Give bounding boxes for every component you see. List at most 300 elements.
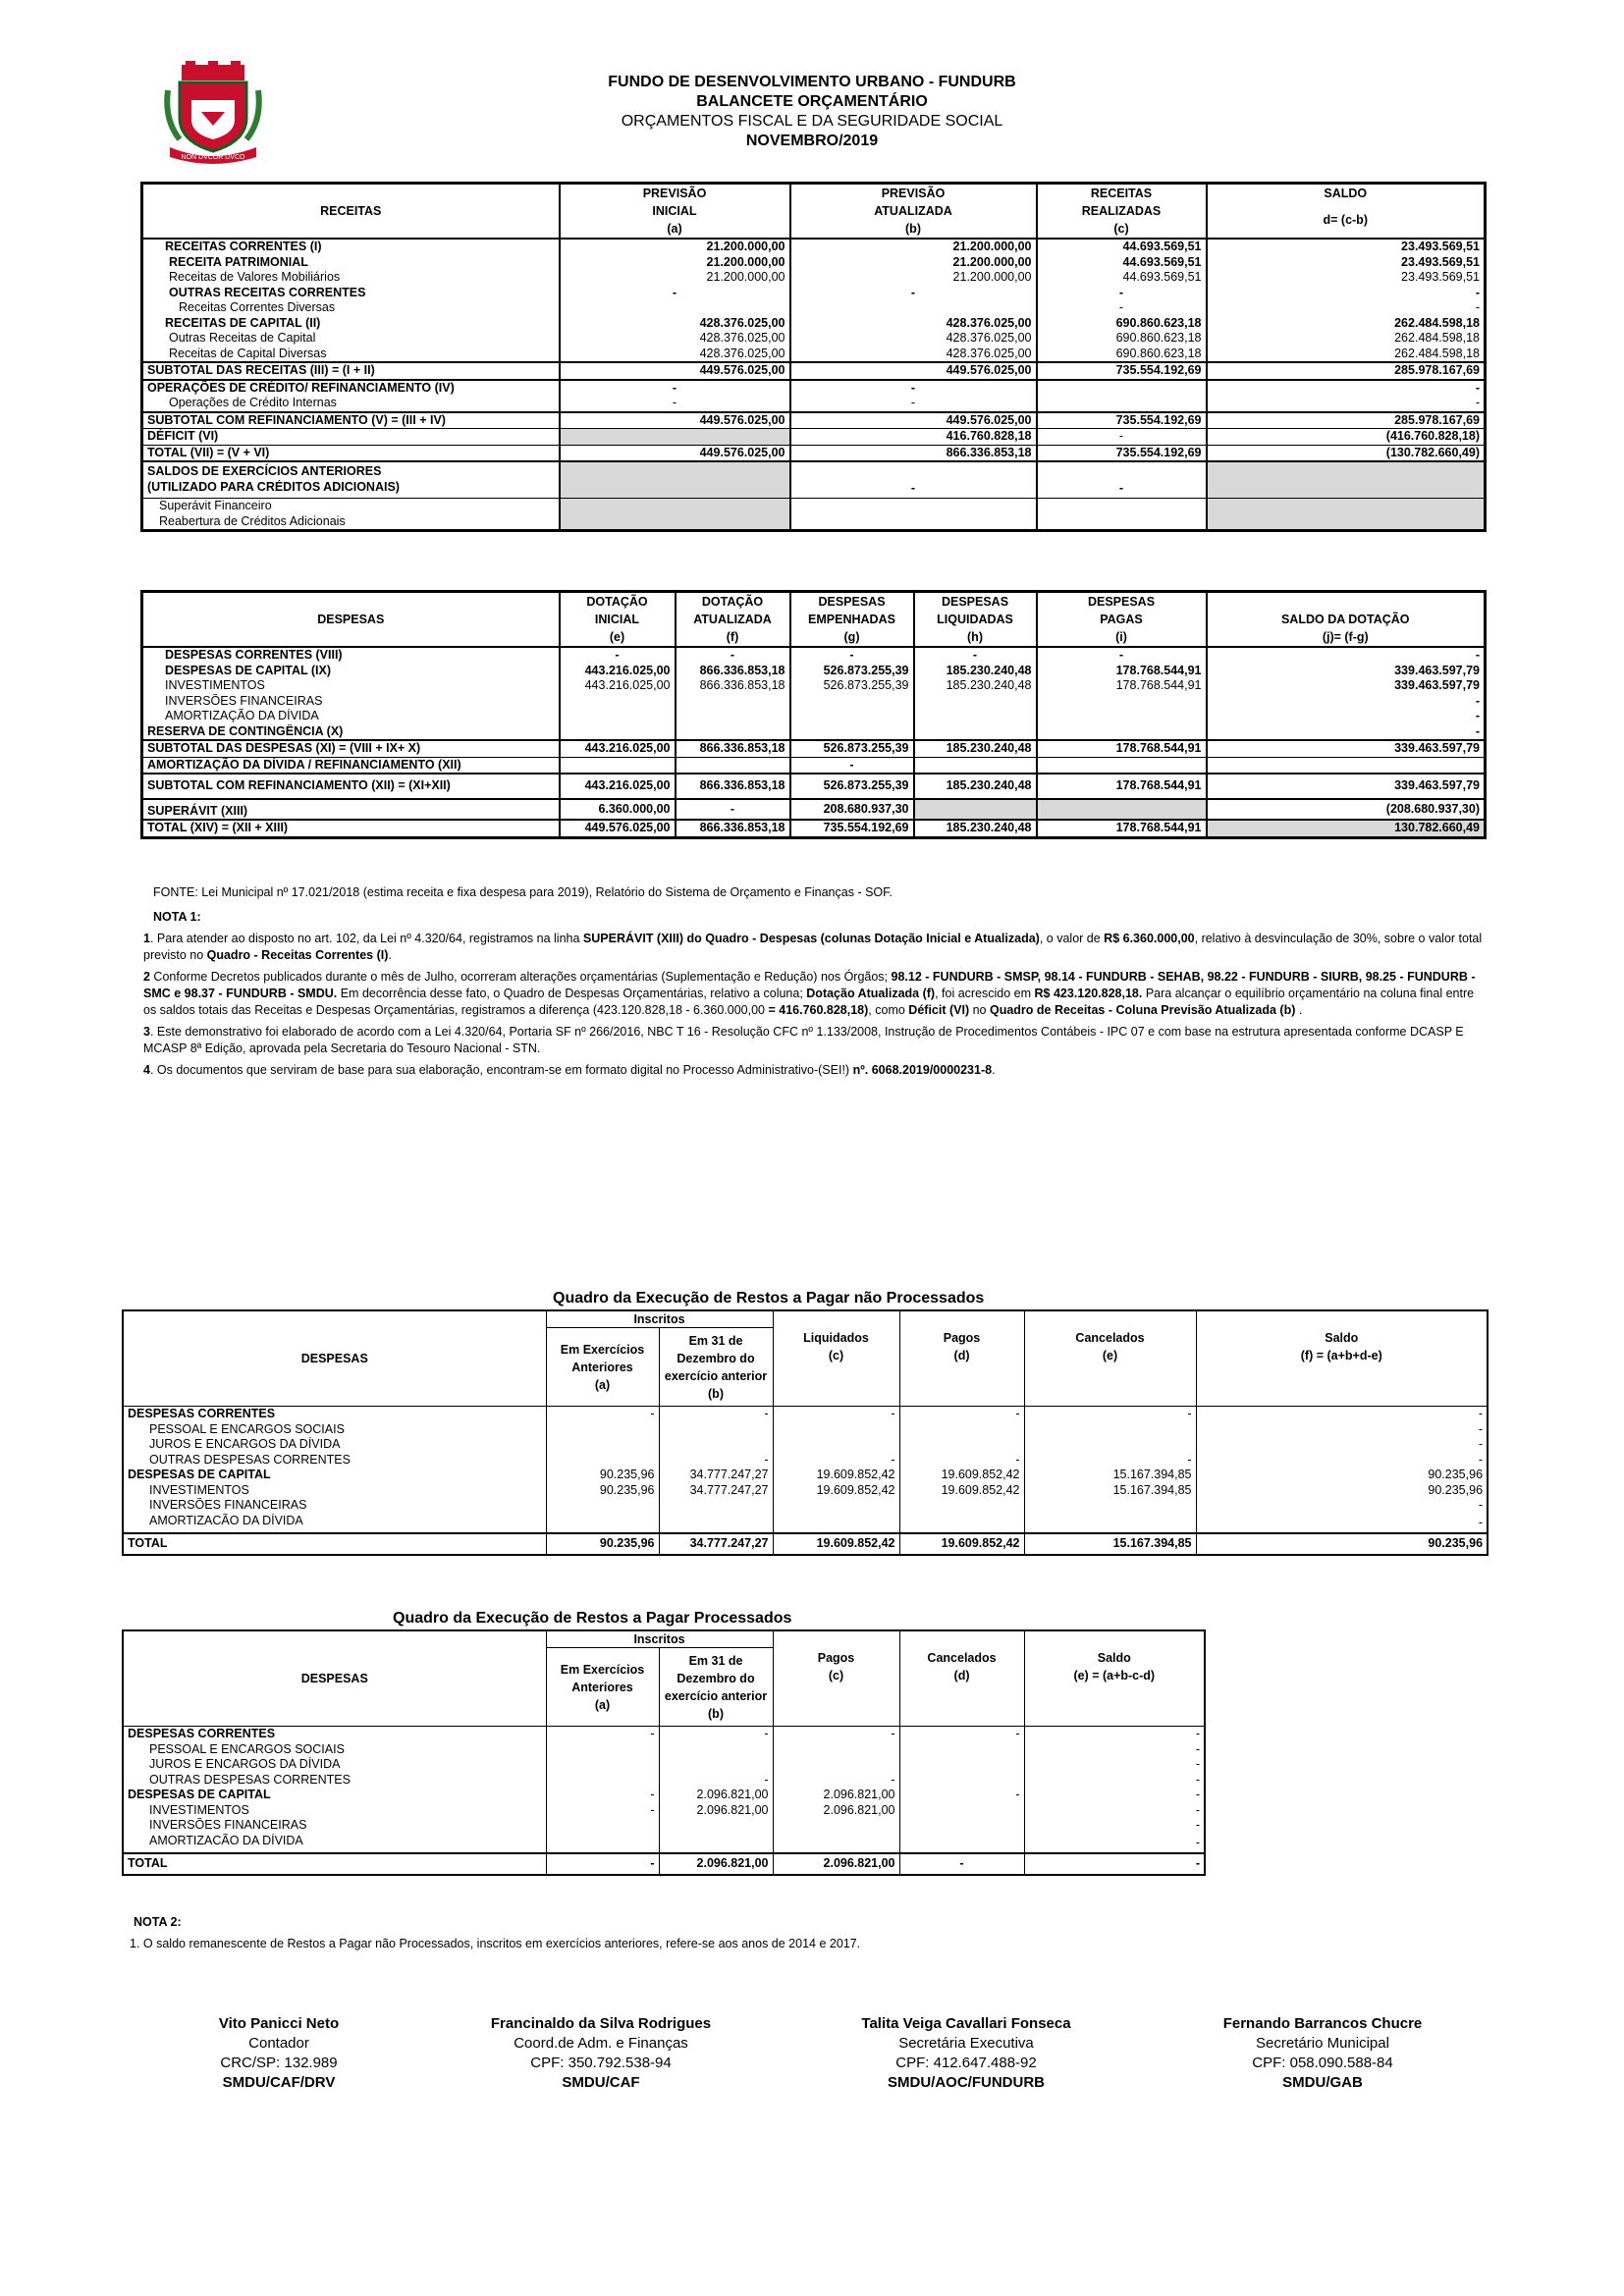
nota-2-title: NOTA 2: — [134, 1915, 182, 1929]
cell-a: 428.376.025,00 — [560, 331, 790, 347]
cell-b: 416.760.828,18 — [790, 429, 1037, 446]
row-label: INVESTIMENTOS — [149, 1482, 249, 1497]
report-subtitle: BALANCETE ORÇAMENTÁRIO — [696, 93, 928, 110]
cell-b: - — [659, 1407, 773, 1422]
col-despesas-liquidadas: DESPESAS — [914, 592, 1037, 612]
cell-e: 443.216.025,00 — [560, 664, 676, 679]
signature-doc: CPF: 350.792.538-94 — [530, 2055, 672, 2071]
cell-e: 443.216.025,00 — [560, 740, 676, 757]
table-row — [142, 270, 1486, 286]
signature-name: Vito Panicci Neto — [218, 2015, 340, 2032]
row-label: INVESTIMENTOS — [165, 678, 265, 692]
cell-d: 19.609.852,42 — [899, 1468, 1024, 1483]
cell-i — [1037, 694, 1207, 710]
table-row — [142, 445, 1486, 461]
cell-h — [914, 799, 1037, 821]
cell-c: - — [773, 1727, 899, 1742]
cell-c: - — [773, 1407, 899, 1422]
table-row — [123, 1773, 1205, 1789]
signature-unit: SMDU/GAB — [1282, 2074, 1363, 2091]
row-label: Operações de Crédito Internas — [169, 396, 337, 409]
table-row — [123, 1803, 1205, 1819]
cell-b: 2.096.821,00 — [659, 1788, 773, 1803]
cell-a — [560, 499, 790, 531]
table-row — [142, 239, 1486, 255]
cell-b — [659, 1437, 773, 1453]
col-liquidados: Liquidados (c) — [773, 1310, 899, 1407]
cell-d — [1207, 461, 1486, 499]
cell-d: 23.493.569,51 — [1207, 255, 1486, 271]
cell-d — [899, 1514, 1024, 1534]
col-sub: EMPENHADAS — [790, 611, 914, 628]
table-row — [123, 1727, 1205, 1742]
col-saldo: SALDO — [1207, 184, 1486, 203]
signature-block — [819, 2014, 1113, 2093]
cell-f: 866.336.853,18 — [676, 820, 790, 837]
cell-g: 735.554.192,69 — [790, 820, 914, 837]
cell-h — [914, 694, 1037, 710]
cell-i: 178.768.544,91 — [1037, 664, 1207, 679]
cell-i — [1037, 799, 1207, 821]
cell-e — [560, 694, 676, 710]
cell-b: 34.777.247,27 — [659, 1533, 773, 1555]
cell-g: - — [790, 647, 914, 664]
col-exercicios-anteriores: Em Exercícios Anteriores (a) — [546, 1328, 659, 1407]
cell-d: - — [1207, 300, 1486, 316]
table-row — [123, 1853, 1205, 1875]
col-sub: ATUALIZADA — [676, 611, 790, 628]
cell-d: - — [899, 1727, 1024, 1742]
col-saldo: Saldo (e) = (a+b-c-d) — [1024, 1630, 1205, 1727]
cell-a: 428.376.025,00 — [560, 347, 790, 363]
col-previsao-inicial-sub: INICIAL — [560, 202, 790, 220]
table-row — [123, 1483, 1488, 1499]
col-cancelados: Cancelados (d) — [899, 1630, 1024, 1727]
cell-d: 285.978.167,69 — [1207, 362, 1486, 380]
cell-e: - — [1024, 1757, 1205, 1773]
cell-d: (130.782.660,49) — [1207, 445, 1486, 461]
cell-d: - — [1207, 380, 1486, 397]
cell-d — [899, 1773, 1024, 1789]
signature-role: Secretária Executiva — [898, 2035, 1034, 2052]
cell-e: - — [1024, 1453, 1196, 1468]
col-letter: (g) — [790, 628, 914, 647]
rpnp-table — [122, 1309, 1489, 1556]
cell-b: 34.777.247,27 — [659, 1468, 773, 1483]
cell-c — [773, 1742, 899, 1758]
cell-e — [1024, 1498, 1196, 1514]
row-label: INVESTIMENTOS — [149, 1802, 249, 1817]
cell-f: 90.235,96 — [1196, 1468, 1488, 1483]
table-row — [142, 255, 1486, 271]
cell-b — [659, 1834, 773, 1854]
row-label: (UTILIZADO PARA CRÉDITOS ADICIONAIS) — [147, 479, 400, 494]
col-despesas: DESPESAS — [300, 1672, 368, 1685]
row-label: PESSOAL E ENCARGOS SOCIAIS — [149, 1421, 345, 1436]
cell-f: - — [676, 647, 790, 664]
cell-f: 866.336.853,18 — [676, 664, 790, 679]
table-row — [123, 1742, 1205, 1758]
cell-c — [1037, 499, 1207, 531]
row-label: AMORTIZACÃO DA DÍVIDA — [149, 1833, 303, 1847]
cell-e: 15.167.394,85 — [1024, 1483, 1196, 1499]
row-label: OPERAÇÕES DE CRÉDITO/ REFINANCIAMENTO (IV) — [142, 380, 560, 397]
cell-e: 443.216.025,00 — [560, 678, 676, 694]
table-row — [142, 724, 1486, 741]
cell-h: - — [914, 647, 1037, 664]
cell-d: - — [1207, 396, 1486, 412]
cell-c: 44.693.569,51 — [1037, 255, 1207, 271]
cell-c — [1037, 461, 1207, 480]
table-row — [142, 461, 1486, 480]
cell-b — [659, 1422, 773, 1438]
nota-1-paragraph-4: 4. Os documentos que serviram de base para sua elaboração, encontram-se em formato digital no Processo Administrativo-(SEI!) nº. 6068.2019/0000231-8. — [143, 1063, 996, 1077]
cell-b: - — [790, 480, 1037, 499]
cell-i: 178.768.544,91 — [1037, 774, 1207, 799]
source-note: FONTE: Lei Municipal nº 17.021/2018 (estima receita e fixa despesa para 2019), Relatório do Sistema de Orçamento e Finanças - SOF. — [153, 885, 893, 899]
cell-c: 19.609.852,42 — [773, 1468, 899, 1483]
cell-c: 44.693.569,51 — [1037, 239, 1207, 255]
cell-f: - — [1196, 1514, 1488, 1534]
cell-f: - — [1196, 1407, 1488, 1422]
signature-doc: CPF: 412.647.488-92 — [895, 2055, 1037, 2071]
row-label: TOTAL — [123, 1853, 546, 1875]
cell-d: - — [899, 1853, 1024, 1875]
row-label: Superávit Financeiro — [142, 499, 560, 514]
row-label: DESPESAS DE CAPITAL — [128, 1468, 271, 1481]
row-label: AMORTIZAÇÃO DA DÍVIDA / REFINANCIAMENTO (XII) — [142, 757, 560, 774]
row-label: SALDOS DE EXERCÍCIOS ANTERIORES — [142, 461, 560, 480]
table-row — [142, 664, 1486, 679]
cell-j: 339.463.597,79 — [1207, 774, 1486, 799]
col-saldo: Saldo (f) = (a+b+d-e) — [1196, 1310, 1488, 1407]
cell-c: 690.860.623,18 — [1037, 347, 1207, 363]
cell-d: 285.978.167,69 — [1207, 412, 1486, 429]
nota-1-title: NOTA 1: — [153, 910, 201, 924]
signature-block — [454, 2014, 748, 2093]
col-letter: (f) — [676, 628, 790, 647]
table-row — [142, 331, 1486, 347]
cell-d — [1207, 499, 1486, 531]
cell-f: 90.235,96 — [1196, 1483, 1488, 1499]
row-label: DESPESAS CORRENTES — [123, 1407, 546, 1422]
cell-g: - — [790, 757, 914, 774]
cell-b: 428.376.025,00 — [790, 347, 1037, 363]
report-title: FUNDO DE DESENVOLVIMENTO URBANO - FUNDURB — [608, 74, 1016, 90]
cell-h: 185.230.240,48 — [914, 678, 1037, 694]
row-label: RECEITAS DE CAPITAL (II) — [165, 315, 321, 330]
cell-c: 735.554.192,69 — [1037, 412, 1207, 429]
rpp-table — [122, 1629, 1206, 1876]
cell-e: - — [1024, 1803, 1205, 1819]
row-label: SUBTOTAL DAS RECEITAS (III) = (I + II) — [142, 362, 560, 380]
row-label: SUBTOTAL DAS DESPESAS (XI) = (VIII + IX+ X) — [142, 740, 560, 757]
cell-a: - — [546, 1788, 659, 1803]
cell-b — [659, 1498, 773, 1514]
row-label: OUTRAS DESPESAS CORRENTES — [149, 1772, 351, 1787]
cell-e: - — [1024, 1773, 1205, 1789]
cell-c: 19.609.852,42 — [773, 1483, 899, 1499]
cell-e — [560, 724, 676, 741]
table-row — [123, 1818, 1205, 1834]
cell-d: - — [1207, 286, 1486, 301]
cell-d: 262.484.598,18 — [1207, 347, 1486, 363]
col-letter-a: (a) — [560, 220, 790, 239]
nota-1-paragraph-3: 3. Este demonstrativo foi elaborado de acordo com a Lei 4.320/64, Portaria SF nº 266/2016, NBC T 16 - Resolução CFC nº 1.133/2008, Instrução de Procedimentos Contábeis - IPC 07 e com base na estrutura apresentada conforme DCASP E MCASP 8ª Edição, aprovada pela Secretaria do Tesouro Nacional - STN. — [143, 1025, 1464, 1055]
cell-g: 526.873.255,39 — [790, 664, 914, 679]
table-row — [142, 709, 1486, 724]
cell-a — [546, 1757, 659, 1773]
report-scope: ORÇAMENTOS FISCAL E DA SEGURIDADE SOCIAL — [621, 113, 1003, 130]
cell-a — [560, 429, 790, 446]
cell-a: 21.200.000,00 — [560, 239, 790, 255]
cell-b: - — [659, 1453, 773, 1468]
cell-j — [1207, 757, 1486, 774]
cell-e: 449.576.025,00 — [560, 820, 676, 837]
nota-1 — [143, 909, 1489, 1084]
cell-a: - — [546, 1727, 659, 1742]
col-dotacao-atualizada: DOTAÇÃO — [676, 592, 790, 612]
nota-2 — [130, 1914, 1479, 1957]
cell-e — [1024, 1437, 1196, 1453]
table-row — [123, 1422, 1488, 1438]
cell-c: - — [773, 1453, 899, 1468]
cell-h: 185.230.240,48 — [914, 740, 1037, 757]
row-label: JUROS E ENCARGOS DA DÍVIDA — [149, 1757, 341, 1771]
row-label: RECEITA PATRIMONIAL — [169, 254, 308, 269]
table-row — [142, 412, 1486, 429]
cell-b: 428.376.025,00 — [790, 316, 1037, 332]
col-saldo-formula: d= (c-b) — [1207, 202, 1486, 239]
cell-f: - — [1196, 1498, 1488, 1514]
col-despesas-empenhadas: DESPESAS — [790, 592, 914, 612]
col-pagos: Pagos (d) — [899, 1310, 1024, 1407]
cell-b: 34.777.247,27 — [659, 1483, 773, 1499]
signature-unit: SMDU/AOC/FUNDURB — [888, 2074, 1045, 2091]
table-row — [142, 300, 1486, 316]
cell-f: - — [1196, 1422, 1488, 1438]
cell-c: - — [1037, 480, 1207, 499]
table-row — [123, 1514, 1488, 1534]
row-label: Reabertura de Créditos Adicionais — [159, 513, 346, 528]
cell-h — [914, 757, 1037, 774]
nota-1-paragraph-2: 2 Conforme Decretos publicados durante o mês de Julho, ocorreram alterações orçamentárias (Suplementação e Redução) nos Órgãos; 98.12 - FUNDURB - SMSP, 98.14 - FUNDURB - SEHAB, 98.22 - FUNDURB - SIURB, 98.25 - FUNDURB - SMC e 98.37 - FUNDURB - SMDU. Em decorrência desse fato, o Quadro de Despesas Orçamentárias, relativo a coluna; Dotação Atualizada (f), foi acrescido em R$ 423.120.828,18. Para alcançar o equilíbrio orçamentário na coluna final entre os saldos totais das Receitas e Despesas Orçamentárias, registramos a diferença (423.120.828,18 - 6.360.000,00 = 416.760.828,18), como Déficit (VI) no Quadro de Receitas - Coluna Previsão Atualizada (b) . — [143, 970, 1476, 1017]
signature-unit: SMDU/CAF — [562, 2074, 640, 2091]
row-label: TOTAL — [123, 1533, 546, 1555]
cell-e: 15.167.394,85 — [1024, 1468, 1196, 1483]
cell-b: - — [790, 286, 1037, 301]
table-row — [142, 694, 1486, 710]
cell-c: 2.096.821,00 — [773, 1803, 899, 1819]
cell-e: - — [1024, 1818, 1205, 1834]
table-row — [142, 316, 1486, 332]
table-row — [142, 740, 1486, 757]
cell-a — [546, 1773, 659, 1789]
cell-c — [1037, 396, 1207, 412]
cell-e: - — [1024, 1788, 1205, 1803]
cell-f: - — [676, 799, 790, 821]
col-sub: PAGAS — [1037, 611, 1207, 628]
cell-a: 90.235,96 — [546, 1533, 659, 1555]
col-exercicios-anteriores: Em Exercícios Anteriores (a) — [546, 1648, 659, 1727]
col-letter-c: (c) — [1037, 220, 1207, 239]
cell-e: 6.360.000,00 — [560, 799, 676, 821]
cell-g: 526.873.255,39 — [790, 678, 914, 694]
cell-f: 866.336.853,18 — [676, 678, 790, 694]
table-row — [142, 380, 1486, 397]
col-letter: (i) — [1037, 628, 1207, 647]
cell-d: - — [899, 1788, 1024, 1803]
cell-j: 339.463.597,79 — [1207, 740, 1486, 757]
cell-d — [899, 1498, 1024, 1514]
cell-b: - — [790, 396, 1037, 412]
col-inscritos: Inscritos — [546, 1630, 773, 1648]
signature-name: Francinaldo da Silva Rodrigues — [490, 2015, 712, 2032]
nota-2-paragraph-1: 1. O saldo remanescente de Restos a Pagar não Processados, inscritos em exercícios anteriores, refere-se aos anos de 2014 e 2017. — [130, 1937, 861, 1950]
cell-a — [546, 1422, 659, 1438]
cell-b: 21.200.000,00 — [790, 239, 1037, 255]
cell-b: 449.576.025,00 — [790, 362, 1037, 380]
row-label: AMORTIZAÇÃO DA DÍVIDA — [165, 709, 319, 722]
table-row — [123, 1834, 1205, 1854]
cell-b — [790, 300, 1037, 316]
cell-c: 44.693.569,51 — [1037, 270, 1207, 286]
cell-g — [790, 724, 914, 741]
row-label: Receitas de Capital Diversas — [169, 346, 327, 360]
table-row — [142, 362, 1486, 380]
cell-c: - — [1037, 286, 1207, 301]
col-dotacao-inicial: DOTAÇÃO — [560, 592, 676, 612]
cell-c: 735.554.192,69 — [1037, 362, 1207, 380]
table-row — [142, 678, 1486, 694]
cell-b: 21.200.000,00 — [790, 270, 1037, 286]
cell-b: 21.200.000,00 — [790, 255, 1037, 271]
cell-b: - — [659, 1773, 773, 1789]
row-label: Receitas de Valores Mobiliários — [169, 270, 341, 284]
row-label: INVERSÕES FINANCEIRAS — [165, 693, 323, 708]
cell-c — [1037, 380, 1207, 397]
cell-h: 185.230.240,48 — [914, 820, 1037, 837]
cell-d: 23.493.569,51 — [1207, 270, 1486, 286]
cell-i: - — [1037, 647, 1207, 664]
cell-e: - — [1024, 1853, 1205, 1875]
cell-i: 178.768.544,91 — [1037, 678, 1207, 694]
cell-g: 526.873.255,39 — [790, 740, 914, 757]
signature-doc: CRC/SP: 132.989 — [220, 2055, 338, 2071]
cell-h — [914, 724, 1037, 741]
table-row — [123, 1453, 1488, 1468]
cell-a: - — [546, 1803, 659, 1819]
cell-h: 185.230.240,48 — [914, 774, 1037, 799]
signature-name: Talita Veiga Cavallari Fonseca — [861, 2015, 1071, 2032]
cell-a: - — [560, 286, 790, 301]
cell-j: 339.463.597,79 — [1207, 678, 1486, 694]
cell-b: 449.576.025,00 — [790, 412, 1037, 429]
col-despesas: DESPESAS — [300, 1352, 368, 1365]
cell-d — [899, 1742, 1024, 1758]
row-label: DESPESAS DE CAPITAL (IX) — [165, 663, 332, 677]
cell-c: - — [1037, 300, 1207, 316]
row-label: OUTRAS RECEITAS CORRENTES — [169, 285, 366, 299]
cell-e: - — [560, 647, 676, 664]
cell-e: 443.216.025,00 — [560, 774, 676, 799]
cell-d: - — [899, 1407, 1024, 1422]
col-inscritos: Inscritos — [546, 1310, 773, 1328]
cell-e — [560, 757, 676, 774]
cell-i: 178.768.544,91 — [1037, 820, 1207, 837]
cell-a — [560, 461, 790, 499]
cell-c — [773, 1834, 899, 1854]
col-saldo-dotacao: SALDO DA DOTAÇÃO — [1207, 592, 1486, 629]
cell-a: - — [560, 396, 790, 412]
row-label: SUBTOTAL COM REFINANCIAMENTO (XII) = (XI+XII) — [142, 774, 560, 799]
cell-b: 428.376.025,00 — [790, 331, 1037, 347]
cell-i — [1037, 757, 1207, 774]
cell-d — [899, 1834, 1024, 1854]
cell-e: - — [1024, 1742, 1205, 1758]
cell-f: - — [1196, 1437, 1488, 1453]
col-31-dezembro: Em 31 de Dezembro do exercício anterior (b) — [659, 1328, 773, 1407]
cell-d: - — [899, 1453, 1024, 1468]
table-row — [142, 286, 1486, 301]
cell-c: - — [1037, 429, 1207, 446]
signature-role: Contador — [248, 2035, 309, 2052]
svg-text:NON DVCOR DVCO: NON DVCOR DVCO — [181, 154, 245, 161]
cell-a: - — [546, 1407, 659, 1422]
row-label: DESPESAS CORRENTES (VIII) — [142, 647, 560, 664]
col-saldo-formula: (j)= (f-g) — [1207, 628, 1486, 647]
cell-a: - — [560, 380, 790, 397]
table-row — [123, 1407, 1488, 1422]
table-row — [123, 1788, 1205, 1803]
row-label: DESPESAS DE CAPITAL — [128, 1788, 271, 1801]
table-row — [142, 774, 1486, 799]
cell-g — [790, 694, 914, 710]
signature-block — [1175, 2014, 1470, 2093]
cell-f: - — [1196, 1453, 1488, 1468]
table-row — [142, 799, 1486, 821]
cell-e: - — [1024, 1834, 1205, 1854]
cell-c — [773, 1757, 899, 1773]
row-label: SUPERÁVIT (XIII) — [142, 799, 560, 821]
cell-f: 90.235,96 — [1196, 1533, 1488, 1555]
col-cancelados: Cancelados (e) — [1024, 1310, 1196, 1407]
cell-c — [773, 1498, 899, 1514]
row-label: RECEITAS CORRENTES (I) — [142, 239, 560, 255]
cell-i — [1037, 724, 1207, 741]
cell-e — [560, 709, 676, 724]
row-label: INVERSÕES FINANCEIRAS — [149, 1818, 307, 1832]
cell-b — [659, 1818, 773, 1834]
cell-j: - — [1207, 709, 1486, 724]
cell-d: 19.609.852,42 — [899, 1483, 1024, 1499]
table-row — [142, 347, 1486, 363]
cell-a: 449.576.025,00 — [560, 445, 790, 461]
cell-a: 90.235,96 — [546, 1468, 659, 1483]
row-label: SUBTOTAL COM REFINANCIAMENTO (V) = (III + IV) — [142, 412, 560, 429]
cell-b: - — [790, 380, 1037, 397]
table-row — [123, 1468, 1488, 1483]
row-label: TOTAL (XIV) = (XII + XIII) — [142, 820, 560, 837]
row-label: OUTRAS DESPESAS CORRENTES — [149, 1452, 351, 1467]
cell-c: 690.860.623,18 — [1037, 331, 1207, 347]
cell-a — [560, 300, 790, 316]
table-row — [142, 396, 1486, 412]
cell-a — [546, 1818, 659, 1834]
col-despesas-pagas: DESPESAS — [1037, 592, 1207, 612]
col-receitas: RECEITAS — [320, 204, 382, 218]
row-label: AMORTIZACÃO DA DÍVIDA — [149, 1513, 303, 1527]
